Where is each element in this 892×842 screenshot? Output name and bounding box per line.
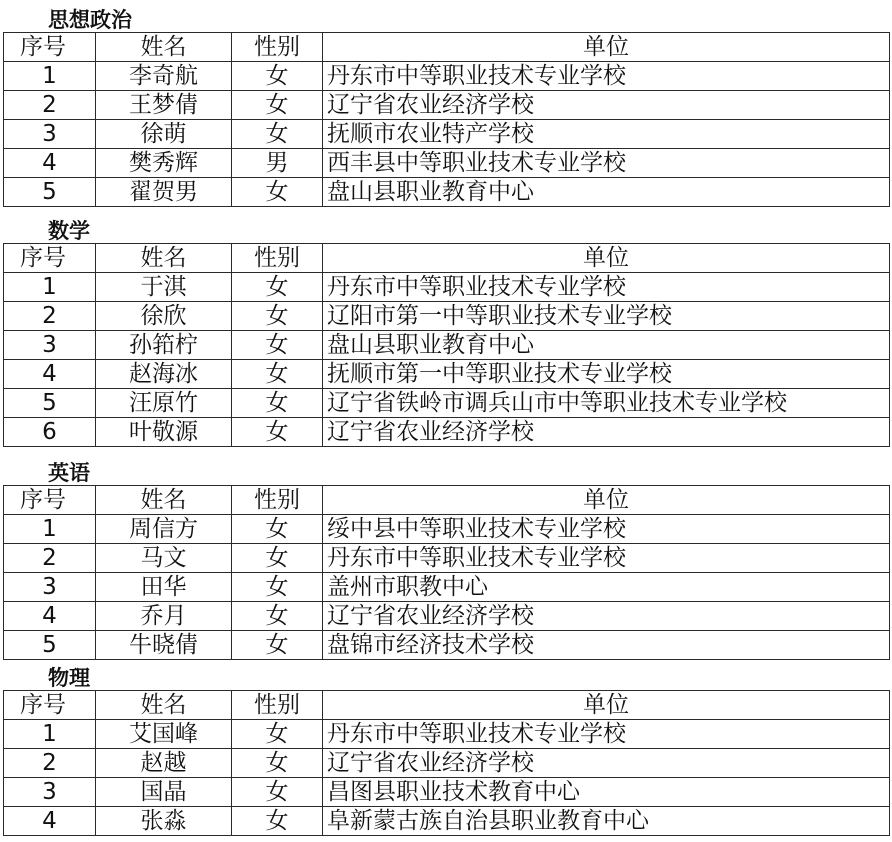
table-header-row bbox=[4, 691, 890, 720]
cell-name: 汪原竹 bbox=[96, 389, 232, 418]
header-gender: 性别 bbox=[232, 691, 323, 720]
header-unit: 单位 bbox=[323, 691, 890, 720]
cell-name: 翟贺男 bbox=[96, 178, 232, 207]
cell-unit: 辽阳市第一中等职业技术专业学校 bbox=[323, 302, 890, 331]
table-row bbox=[4, 302, 890, 331]
cell-unit: 抚顺市农业特产学校 bbox=[323, 120, 890, 149]
header-unit: 单位 bbox=[323, 486, 890, 515]
cell-gender: 女 bbox=[232, 360, 323, 389]
cell-name: 乔月 bbox=[96, 602, 232, 631]
cell-number: 5 bbox=[4, 178, 96, 207]
header-name: 姓名 bbox=[96, 244, 232, 273]
cell-name: 徐萌 bbox=[96, 120, 232, 149]
cell-name: 周信方 bbox=[96, 515, 232, 544]
table-row bbox=[4, 631, 890, 660]
cell-unit: 绥中县中等职业技术专业学校 bbox=[323, 515, 890, 544]
cell-unit: 辽宁省农业经济学校 bbox=[323, 602, 890, 631]
table-header-row bbox=[4, 33, 890, 62]
cell-number: 4 bbox=[4, 360, 96, 389]
cell-name: 牛晓倩 bbox=[96, 631, 232, 660]
cell-name: 张淼 bbox=[96, 807, 232, 836]
table-row bbox=[4, 778, 890, 807]
cell-unit: 丹东市中等职业技术专业学校 bbox=[323, 62, 890, 91]
cell-number: 4 bbox=[4, 807, 96, 836]
table-row bbox=[4, 149, 890, 178]
cell-name: 赵海冰 bbox=[96, 360, 232, 389]
header-gender: 性别 bbox=[232, 33, 323, 62]
table-row bbox=[4, 418, 890, 447]
header-unit: 单位 bbox=[323, 33, 890, 62]
cell-unit: 盖州市职教中心 bbox=[323, 573, 890, 602]
table-row bbox=[4, 91, 890, 120]
cell-gender: 女 bbox=[232, 573, 323, 602]
cell-gender: 女 bbox=[232, 273, 323, 302]
cell-name: 马文 bbox=[96, 544, 232, 573]
cell-unit: 丹东市中等职业技术专业学校 bbox=[323, 273, 890, 302]
table-row bbox=[4, 360, 890, 389]
cell-gender: 女 bbox=[232, 120, 323, 149]
cell-unit: 辽宁省农业经济学校 bbox=[323, 91, 890, 120]
section-title: 数学 bbox=[48, 219, 90, 243]
cell-number: 3 bbox=[4, 778, 96, 807]
cell-unit: 盘锦市经济技术学校 bbox=[323, 631, 890, 660]
roster-table bbox=[3, 485, 890, 660]
cell-gender: 女 bbox=[232, 62, 323, 91]
header-gender: 性别 bbox=[232, 244, 323, 273]
cell-number: 1 bbox=[4, 273, 96, 302]
cell-unit: 昌图县职业技术教育中心 bbox=[323, 778, 890, 807]
cell-name: 樊秀辉 bbox=[96, 149, 232, 178]
cell-gender: 女 bbox=[232, 515, 323, 544]
cell-unit: 辽宁省农业经济学校 bbox=[323, 749, 890, 778]
cell-unit: 丹东市中等职业技术专业学校 bbox=[323, 720, 890, 749]
cell-gender: 女 bbox=[232, 778, 323, 807]
section-title: 英语 bbox=[48, 461, 90, 485]
cell-name: 赵越 bbox=[96, 749, 232, 778]
table-header-row bbox=[4, 486, 890, 515]
cell-gender: 女 bbox=[232, 302, 323, 331]
header-number: 序号 bbox=[4, 244, 96, 273]
roster-table bbox=[3, 243, 890, 447]
cell-gender: 女 bbox=[232, 418, 323, 447]
table-row bbox=[4, 515, 890, 544]
cell-number: 2 bbox=[4, 302, 96, 331]
cell-unit: 阜新蒙古族自治县职业教育中心 bbox=[323, 807, 890, 836]
cell-number: 4 bbox=[4, 149, 96, 178]
header-gender: 性别 bbox=[232, 486, 323, 515]
cell-unit: 西丰县中等职业技术专业学校 bbox=[323, 149, 890, 178]
table-row bbox=[4, 602, 890, 631]
cell-unit: 抚顺市第一中等职业技术专业学校 bbox=[323, 360, 890, 389]
cell-name: 徐欣 bbox=[96, 302, 232, 331]
cell-unit: 盘山县职业教育中心 bbox=[323, 331, 890, 360]
cell-gender: 女 bbox=[232, 807, 323, 836]
roster-table bbox=[3, 690, 890, 836]
cell-number: 4 bbox=[4, 602, 96, 631]
table-row bbox=[4, 544, 890, 573]
cell-gender: 女 bbox=[232, 720, 323, 749]
cell-unit: 盘山县职业教育中心 bbox=[323, 178, 890, 207]
table-row bbox=[4, 807, 890, 836]
roster-table bbox=[3, 32, 890, 207]
cell-number: 5 bbox=[4, 389, 96, 418]
header-name: 姓名 bbox=[96, 486, 232, 515]
cell-unit: 丹东市中等职业技术专业学校 bbox=[323, 544, 890, 573]
header-name: 姓名 bbox=[96, 691, 232, 720]
cell-number: 6 bbox=[4, 418, 96, 447]
cell-number: 2 bbox=[4, 749, 96, 778]
cell-gender: 女 bbox=[232, 749, 323, 778]
cell-name: 王梦倩 bbox=[96, 91, 232, 120]
cell-gender: 女 bbox=[232, 544, 323, 573]
table-row bbox=[4, 573, 890, 602]
cell-gender: 女 bbox=[232, 331, 323, 360]
header-number: 序号 bbox=[4, 486, 96, 515]
section-title: 物理 bbox=[48, 666, 90, 690]
cell-gender: 女 bbox=[232, 389, 323, 418]
table-row bbox=[4, 120, 890, 149]
cell-gender: 女 bbox=[232, 631, 323, 660]
cell-number: 1 bbox=[4, 62, 96, 91]
cell-gender: 女 bbox=[232, 602, 323, 631]
cell-number: 3 bbox=[4, 331, 96, 360]
cell-name: 李奇航 bbox=[96, 62, 232, 91]
header-unit: 单位 bbox=[323, 244, 890, 273]
cell-unit: 辽宁省农业经济学校 bbox=[323, 418, 890, 447]
table-header-row bbox=[4, 244, 890, 273]
cell-name: 于淇 bbox=[96, 273, 232, 302]
cell-gender: 男 bbox=[232, 149, 323, 178]
cell-number: 2 bbox=[4, 91, 96, 120]
cell-gender: 女 bbox=[232, 178, 323, 207]
cell-number: 3 bbox=[4, 573, 96, 602]
table-row bbox=[4, 331, 890, 360]
cell-name: 孙筘柠 bbox=[96, 331, 232, 360]
section-title: 思想政治 bbox=[48, 8, 132, 32]
cell-name: 国晶 bbox=[96, 778, 232, 807]
table-row bbox=[4, 749, 890, 778]
table-row bbox=[4, 389, 890, 418]
cell-number: 2 bbox=[4, 544, 96, 573]
table-row bbox=[4, 720, 890, 749]
cell-number: 1 bbox=[4, 720, 96, 749]
table-row bbox=[4, 62, 890, 91]
cell-number: 5 bbox=[4, 631, 96, 660]
table-row bbox=[4, 273, 890, 302]
cell-name: 叶敬源 bbox=[96, 418, 232, 447]
cell-number: 1 bbox=[4, 515, 96, 544]
header-number: 序号 bbox=[4, 33, 96, 62]
header-number: 序号 bbox=[4, 691, 96, 720]
header-name: 姓名 bbox=[96, 33, 232, 62]
cell-name: 艾国峰 bbox=[96, 720, 232, 749]
cell-name: 田华 bbox=[96, 573, 232, 602]
table-row bbox=[4, 178, 890, 207]
cell-gender: 女 bbox=[232, 91, 323, 120]
cell-number: 3 bbox=[4, 120, 96, 149]
cell-unit: 辽宁省铁岭市调兵山市中等职业技术专业学校 bbox=[323, 389, 890, 418]
